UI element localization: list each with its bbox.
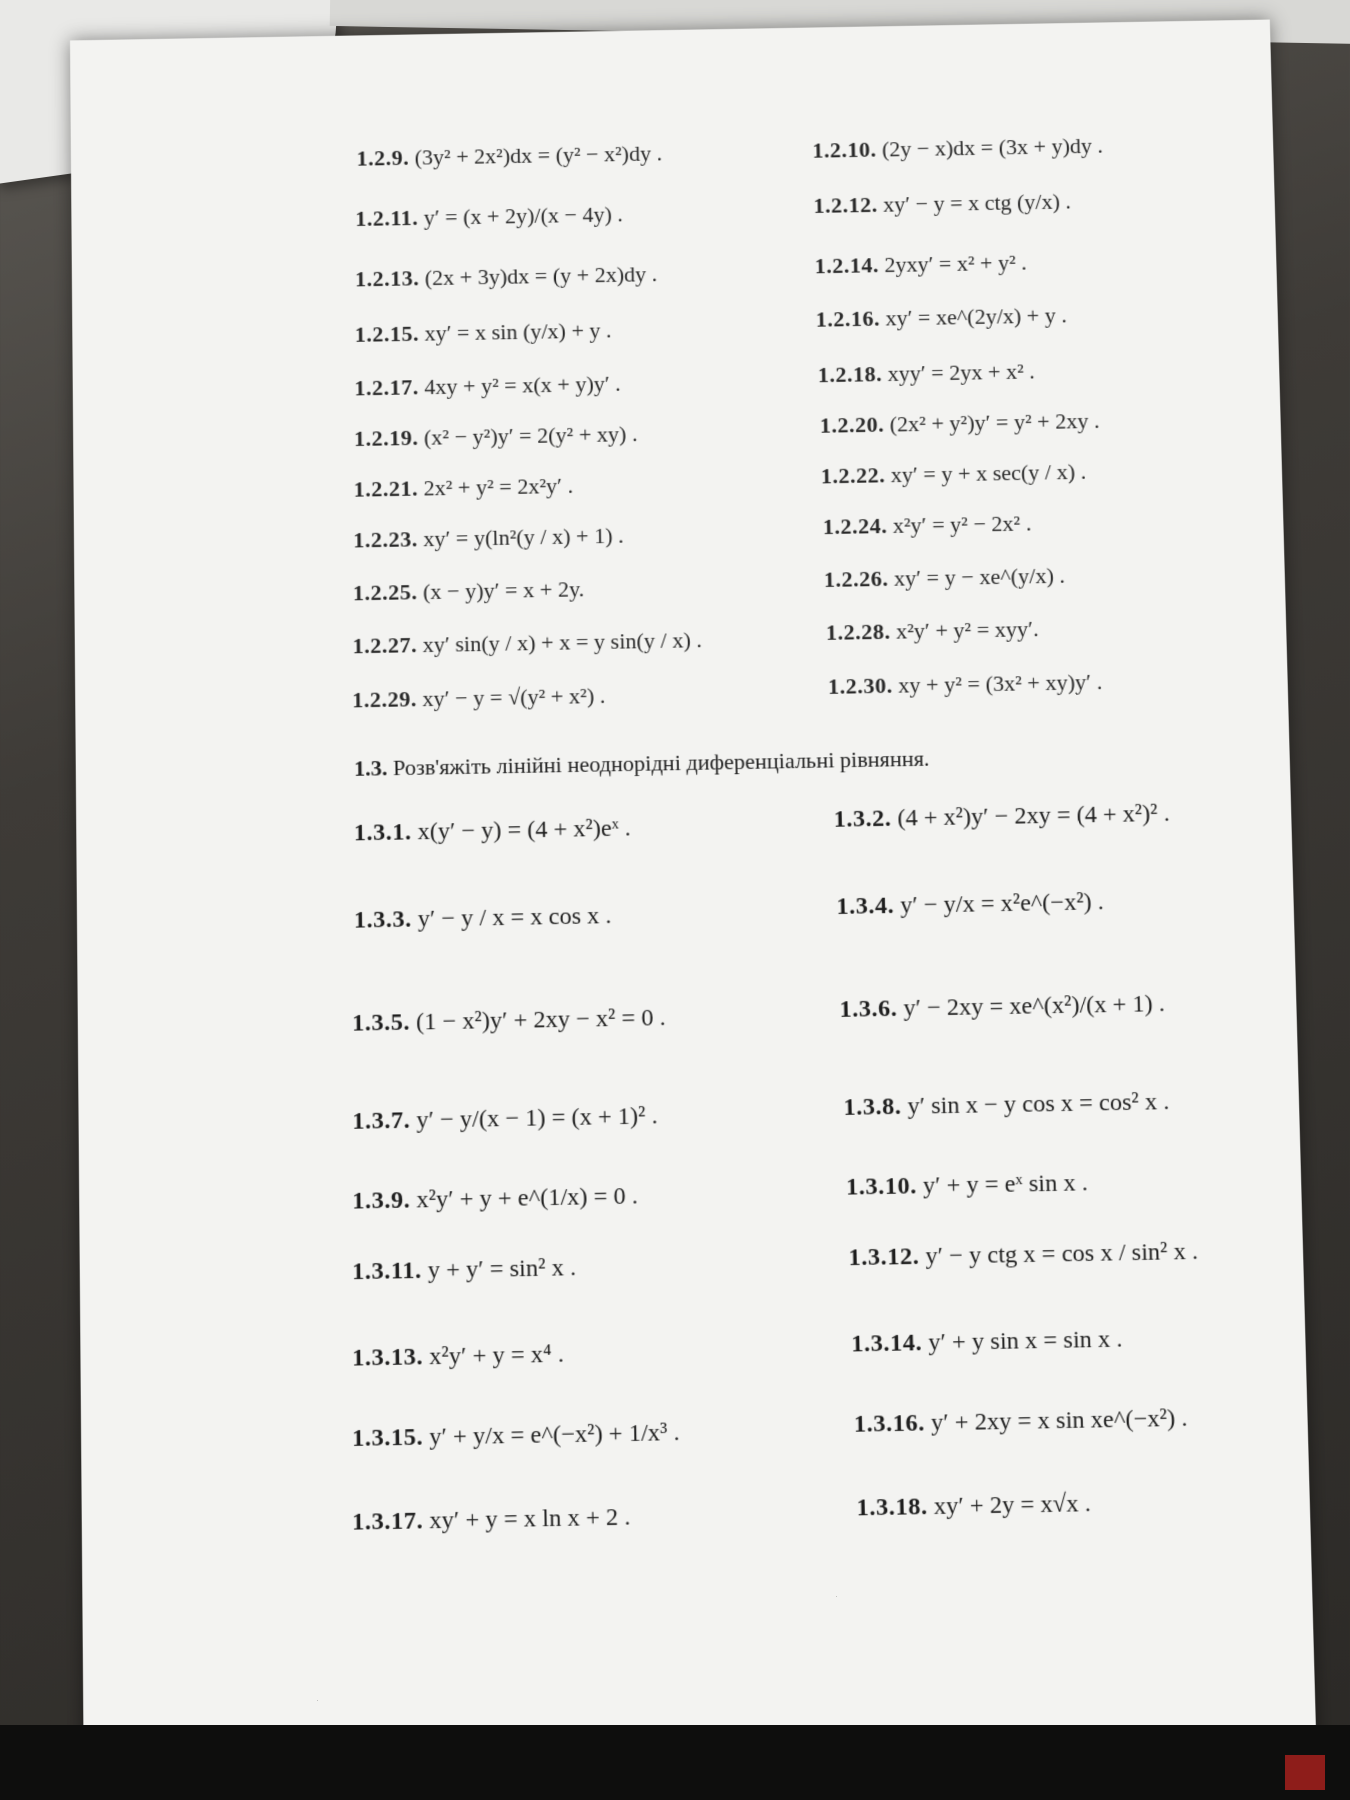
problem-1-2-24: 1.2.24. x²y′ = y² − 2x² .: [822, 510, 1032, 540]
problem-1-2-17: 1.2.17. 4xy + y² = x(x + y)y′ .: [354, 370, 621, 401]
problem-1-2-18: 1.2.18. xyy′ = 2yx + x² .: [817, 358, 1035, 388]
red-object-corner: [1285, 1755, 1325, 1790]
problem-1-2-11: 1.2.11. y′ = (x + 2y)/(x − 4y) .: [355, 201, 624, 232]
problem-1-2-22: 1.2.22. xy′ = y + x sec(y / x) .: [820, 458, 1087, 489]
problem-1-3-12: 1.3.12. y′ − y ctg x = cos x / sin² x .: [848, 1238, 1199, 1272]
problem-1-2-13: 1.2.13. (2x + 3y)dx = (y + 2x)dy .: [354, 260, 658, 292]
problem-1-3-10: 1.3.10. y′ + y = eˣ sin x .: [845, 1169, 1089, 1201]
problem-1-2-29: 1.2.29. xy′ − y = √(y² + x²) .: [352, 682, 606, 713]
problem-1-2-28: 1.2.28. x²y′ + y² = xyy′.: [825, 615, 1039, 645]
problem-1-3-9: 1.3.9. x²y′ + y + e^(1/x) = 0 .: [352, 1182, 639, 1215]
problem-1-3-14: 1.3.14. y′ + y sin x = sin x .: [850, 1325, 1123, 1358]
problem-1-3-15: 1.3.15. y′ + y/x = e^(−x²) + 1/x³ .: [351, 1419, 680, 1453]
problem-1-3-6: 1.3.6. y′ − 2xy = xe^(x²)/(x + 1) .: [839, 990, 1166, 1024]
problem-1-3-1: 1.3.1. x(y′ − y) = (4 + x²)eˣ .: [353, 814, 632, 847]
problem-1-2-25: 1.2.25. (x − y)y′ = x + 2y.: [352, 575, 585, 606]
problem-1-2-16: 1.2.16. xy′ = xe^(2y/x) + y .: [815, 302, 1068, 332]
problem-1-3-13: 1.3.13. x²y′ + y = x⁴ .: [351, 1340, 565, 1372]
problem-1-3-16: 1.3.16. y′ + 2xy = x sin xe^(−x²) .: [853, 1404, 1188, 1439]
problem-1-3-17: 1.3.17. xy′ + y = x ln x + 2 .: [351, 1503, 631, 1536]
problem-1-2-19: 1.2.19. (x² − y²)y′ = 2(y² + xy) .: [353, 420, 638, 452]
problem-1-2-12: 1.2.12. xy′ − y = x ctg (y/x) .: [813, 188, 1072, 218]
problem-1-2-10: 1.2.10. (2y − x)dx = (3x + y)dy .: [812, 132, 1104, 163]
desk-shadow: [0, 1725, 1350, 1800]
problem-1-3-8: 1.3.8. y′ sin x − y cos x = cos² x .: [843, 1088, 1170, 1122]
problem-1-3-4: 1.3.4. y′ − y/x = x²e^(−x²) .: [836, 888, 1105, 921]
problem-1-2-21: 1.2.21. 2x² + y² = 2x²y′ .: [353, 472, 574, 502]
problem-1-3-2: 1.3.2. (4 + x²)y′ − 2xy = (4 + x²)² .: [833, 800, 1171, 833]
problem-1-2-14: 1.2.14. 2yxy′ = x² + y² .: [814, 249, 1028, 279]
problem-1-3-11: 1.3.11. y + y′ = sin² x .: [351, 1254, 577, 1286]
problem-1-2-27: 1.2.27. xy′ sin(y / x) + x = y sin(y / x) .: [352, 626, 703, 659]
section-heading: 1.3. Розв'яжіть лінійні неоднорідні диференціальні рівняння.: [353, 745, 930, 781]
problem-1-2-30: 1.2.30. xy + y² = (3x² + xy)y′ .: [827, 668, 1103, 699]
problem-1-3-3: 1.3.3. y′ − y / x = x cos x .: [353, 902, 612, 934]
problem-1-3-18: 1.3.18. xy′ + 2y = x√x .: [856, 1490, 1092, 1522]
problem-1-2-26: 1.2.26. xy′ = y − xe^(y/x) .: [823, 562, 1066, 593]
worksheet-page: [70, 20, 1316, 1771]
problem-1-2-15: 1.2.15. xy′ = x sin (y/x) + y .: [354, 317, 612, 347]
problem-1-2-9: 1.2.9. (3y² + 2x²)dx = (y² − x²)dy .: [356, 140, 663, 171]
problem-1-2-20: 1.2.20. (2x² + y²)y′ = y² + 2xy .: [819, 407, 1100, 438]
problem-1-2-23: 1.2.23. xy′ = y(ln²(y / x) + 1) .: [353, 522, 624, 553]
problem-1-3-7: 1.3.7. y′ − y/(x − 1) = (x + 1)² .: [352, 1102, 658, 1135]
problem-1-3-5: 1.3.5. (1 − x²)y′ + 2xy − x² = 0 .: [351, 1004, 666, 1037]
